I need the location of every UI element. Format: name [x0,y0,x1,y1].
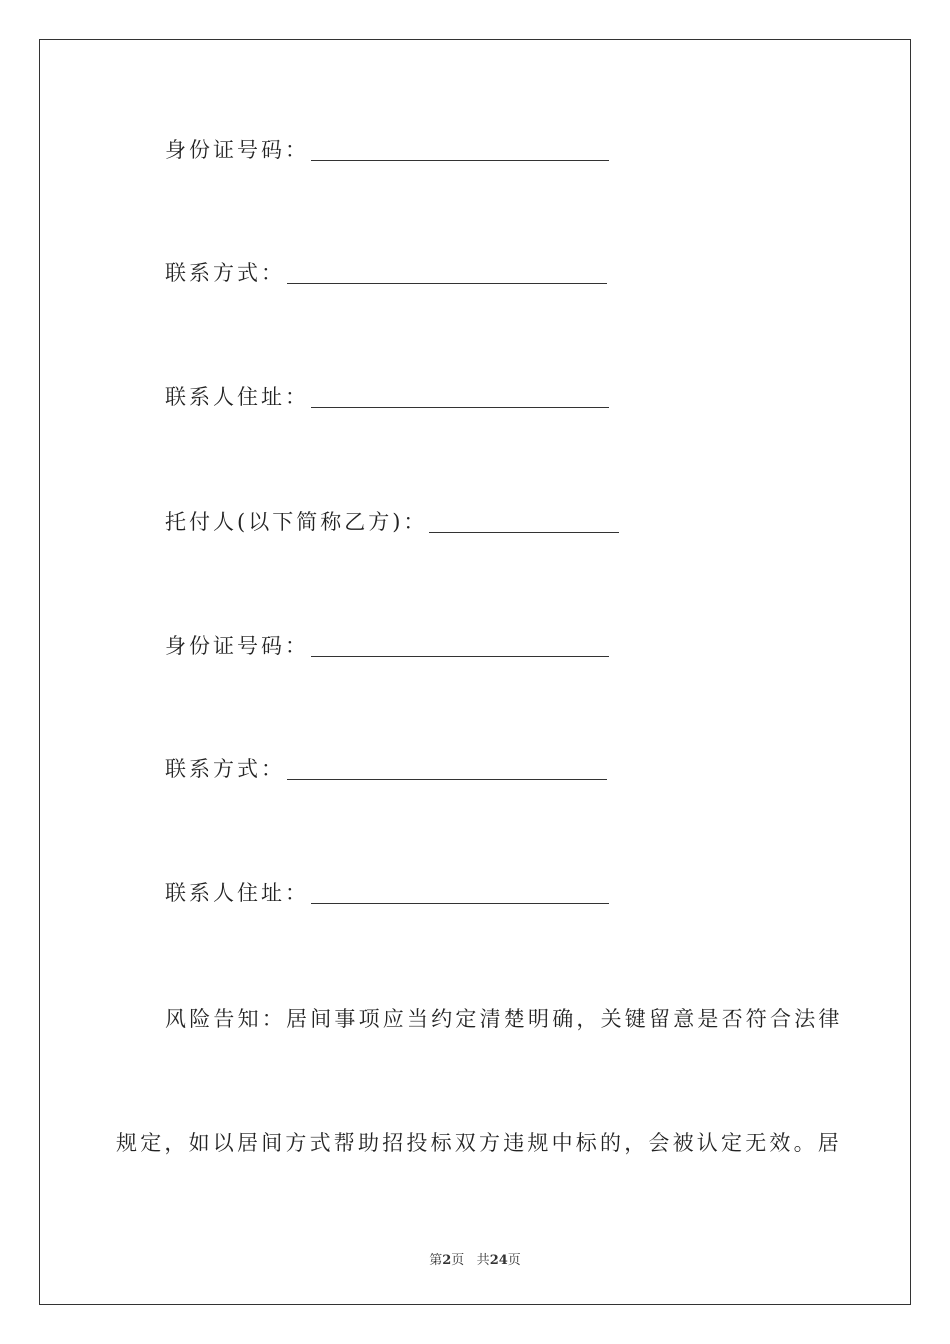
contact-method-field-party-a [165,263,607,284]
contact-method-field-party-b [165,759,607,780]
field-label: 联系方式： [165,757,285,781]
footer-total-suffix: 页 [507,1253,521,1268]
fill-in-blank[interactable] [311,655,609,657]
page-border [39,39,911,1305]
fill-in-blank[interactable] [287,282,607,284]
contact-address-field-party-b [165,883,609,904]
principal-party-b-field [165,512,619,533]
fill-in-blank[interactable] [311,406,609,408]
fill-in-blank[interactable] [429,531,619,533]
id-number-field-party-b [165,636,609,657]
fill-in-blank[interactable] [311,902,609,904]
field-label: 联系人住址： [165,881,309,905]
page-footer [0,1249,950,1268]
fill-in-blank[interactable] [287,778,607,780]
risk-notice-line-1: 风险告知：居间事项应当约定清楚明确，关键留意是否符合法律 [165,1007,843,1031]
contact-address-field-party-a [165,387,609,408]
field-label: 身份证号码： [165,634,309,658]
field-label: 联系方式： [165,261,285,285]
footer-prefix: 第 [429,1253,443,1268]
field-label: 身份证号码： [165,138,309,162]
id-number-field-party-a [165,140,609,161]
current-page-number: 2 [442,1253,452,1268]
field-label: 联系人住址： [165,385,309,409]
footer-total-prefix: 共 [476,1253,490,1268]
footer-page-suffix: 页 [451,1253,465,1268]
field-label: 托付人(以下简称乙方)： [165,510,428,534]
risk-notice-line-2: 规定，如以居间方式帮助招投标双方违规中标的，会被认定无效。居 [116,1131,842,1155]
total-page-count: 24 [489,1253,508,1268]
fill-in-blank[interactable] [311,159,609,161]
